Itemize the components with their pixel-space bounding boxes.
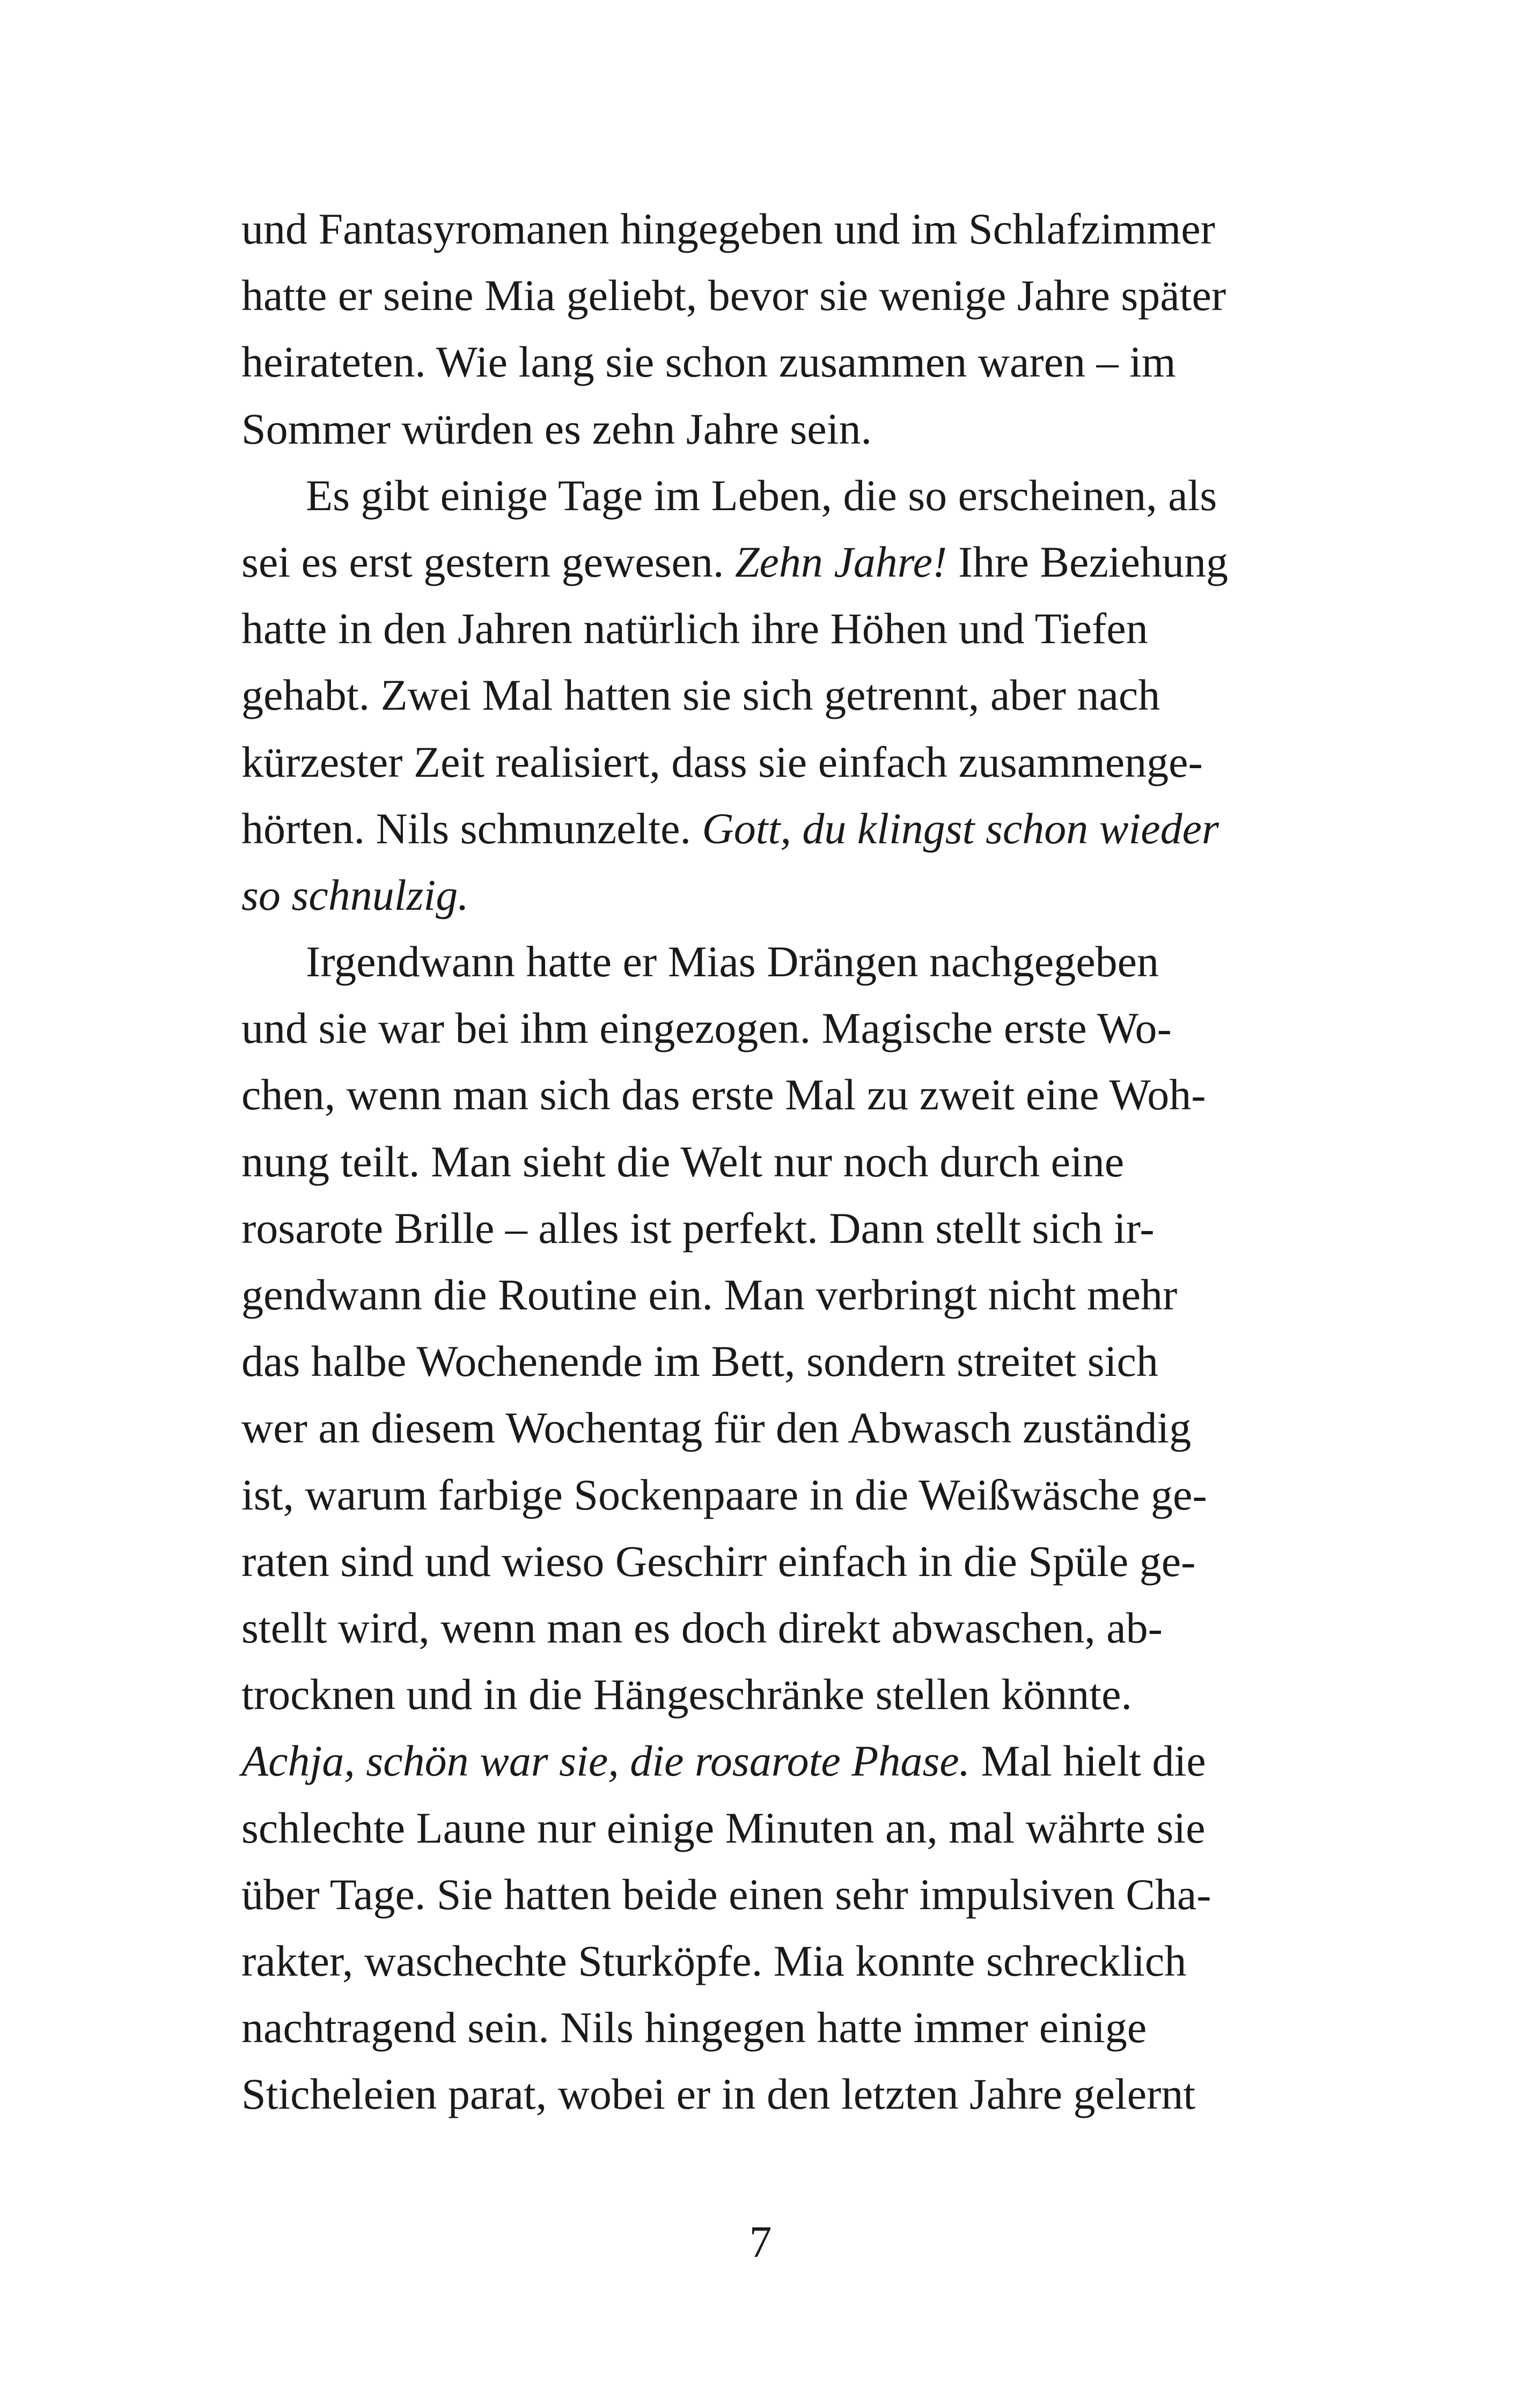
text-line [241, 729, 1320, 796]
text-segment: stellt wird, wenn man es doch direkt abwaschen, ab- [241, 1603, 1163, 1652]
text-line [241, 262, 1320, 329]
text-segment: trocknen und in die Hängeschränke stellen könnte. [241, 1670, 1132, 1719]
text-segment: nachtragend sein. Nils hingegen hatte immer einige [241, 2003, 1147, 2052]
text-segment: nung teilt. Man sieht die Welt nur noch durch eine [241, 1137, 1125, 1186]
text-segment: gehabt. Zwei Mal hatten sie sich getrennt, aber nach [241, 671, 1160, 720]
text-line [241, 1328, 1320, 1395]
text-segment: kürzester Zeit realisiert, dass sie einfach zusammenge- [241, 737, 1203, 786]
text-segment: Es gibt einige Tage im Leben, die so erscheinen, als [306, 470, 1217, 520]
italic-text: so schnulzig. [241, 870, 469, 919]
text-line [241, 1795, 1320, 1861]
italic-text: Achja, schön war sie, die rosarote Phase. [241, 1736, 971, 1786]
text-line [241, 929, 1320, 995]
text-line [241, 1728, 1320, 1794]
text-segment: hatte er seine Mia geliebt, bevor sie wenige Jahre später [241, 271, 1226, 320]
text-segment: das halbe Wochenende im Bett, sondern streitet sich [241, 1337, 1158, 1386]
text-segment: ist, warum farbige Sockenpaare in die Weißwäsche ge- [241, 1470, 1207, 1519]
text-segment: wer an diesem Wochentag für den Abwasch zuständig [241, 1403, 1192, 1453]
text-segment: hörten. Nils schmunzelte. [241, 804, 702, 853]
text-line [241, 329, 1320, 395]
text-line [241, 1462, 1320, 1528]
text-line [241, 1994, 1320, 2061]
text-line [241, 1528, 1320, 1595]
text-line [241, 1661, 1320, 1728]
text-line [241, 2061, 1320, 2127]
text-segment: über Tage. Sie hatten beide einen sehr impulsiven Cha- [241, 1869, 1211, 1919]
text-segment: raten sind und wieso Geschirr einfach in die Spüle ge- [241, 1536, 1196, 1586]
body-text [241, 196, 1320, 2127]
text-line [241, 1262, 1320, 1328]
text-line [241, 529, 1320, 595]
text-line [241, 396, 1320, 462]
text-segment: und sie war bei ihm eingezogen. Magische erste Wo- [241, 1004, 1172, 1053]
text-segment: chen, wenn man sich das erste Mal zu zweit eine Woh- [241, 1070, 1206, 1120]
text-line [241, 196, 1320, 262]
text-segment: Mal hielt die [970, 1736, 1206, 1786]
text-segment: gendwann die Routine ein. Man verbringt nicht mehr [241, 1270, 1178, 1319]
text-line [241, 1195, 1320, 1262]
text-segment: schlechte Laune nur einige Minuten an, mal währte sie [241, 1803, 1206, 1852]
text-line [241, 462, 1320, 529]
text-line [241, 796, 1320, 862]
text-segment: Sommer würden es zehn Jahre sein. [241, 404, 872, 453]
text-segment: und Fantasyromanen hingegeben und im Schlafzimmer [241, 204, 1215, 253]
italic-text: Gott, du klingst schon wieder [702, 804, 1219, 853]
text-segment: rakter, waschechte Sturköpfe. Mia konnte schrecklich [241, 1936, 1187, 1985]
text-segment: heirateten. Wie lang sie schon zusammen waren – im [241, 337, 1176, 387]
text-line [241, 1861, 1320, 1928]
text-line [241, 662, 1320, 728]
text-segment: hatte in den Jahren natürlich ihre Höhen und Tiefen [241, 604, 1148, 653]
text-line [241, 1062, 1320, 1128]
text-segment: Irgendwann hatte er Mias Drängen nachgegeben [306, 937, 1159, 986]
page-number: 7 [749, 2217, 772, 2267]
text-segment: rosarote Brille – alles ist perfekt. Dann stellt sich ir- [241, 1203, 1155, 1253]
text-line [241, 1129, 1320, 1195]
text-line [241, 1595, 1320, 1661]
text-segment: Ihre Beziehung [947, 537, 1229, 586]
text-line [241, 595, 1320, 662]
text-segment: sei es erst gestern gewesen. [241, 537, 735, 586]
text-line [241, 1928, 1320, 1994]
italic-text: Zehn Jahre! [734, 537, 947, 586]
text-line [241, 995, 1320, 1062]
text-line [241, 1395, 1320, 1461]
text-line [241, 862, 1320, 929]
text-segment: Sticheleien parat, wobei er in den letzten Jahre gelernt [241, 2070, 1196, 2119]
